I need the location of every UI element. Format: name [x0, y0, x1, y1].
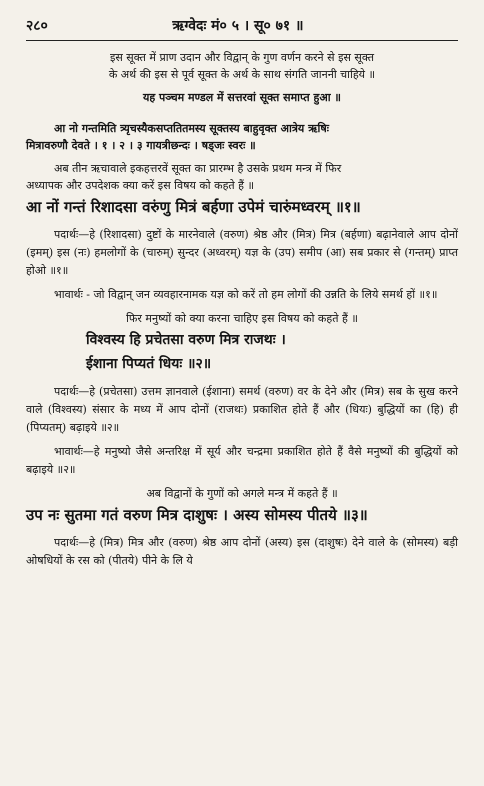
page-header — [26, 14, 458, 36]
header-rule — [26, 40, 458, 41]
mantra-1: आ नों गन्तं रिशादसा वरुंणु मित्रं बर्हणा उपेमं चारुंमध्वरम् ॥१॥ — [26, 198, 361, 216]
mantra-2-intro: फिर मनुष्यों को क्या करना चाहिए इस विषय को कहते हैं ॥ — [126, 312, 358, 325]
page-number: २८० — [26, 17, 48, 34]
page-title: ऋग्वेदः मं० ५ । सू० ७१ ॥ — [172, 17, 304, 34]
mantra-1-padartha: पदार्थः—हे (रिशादसा) दुष्टों के मारनेवाले (वरुण) श्रेष्ठ और (मित्र) मित्र (बर्हणा) बढ़ानेवाले आप दोनों (इमम्) इस (नः) हमलोगों के (चारुम्) सुन्दर (अध्वरम्) यज्ञ के (उप) समीप (आ) सब प्रकार से (गन्तम्) प्राप्त होओ ॥१॥ — [26, 228, 458, 277]
intro-line-1: इस सूक्त में प्राण उदान और विद्वान् के गुण वर्णन करने से इस सूक्त — [109, 51, 375, 64]
mantra-3: उप नः सुतमा गतं वरुण मित्र दाशुषः । अस्य सोमस्य पीतये ॥३॥ — [26, 506, 368, 524]
mantra-1-bhavartha: भावार्थः - जो विद्वान् जन व्यवहारनामक यज्ञ को करें तो हम लोगों की उन्नति के लिये समर्थ हों ॥१॥ — [54, 288, 438, 301]
mantra-3-intro: अब विद्वानों के गुणों को अगले मन्त्र में कहते हैं ॥ — [146, 487, 338, 500]
mantra-2-bhavartha: भावार्थः—हे मनुष्यो जैसे अन्तरिक्ष में सूर्य और चन्द्रमा प्रकाशित होते हैं वैसे मनुष्यों की बुद्धियों को बढ़ाइये ॥२॥ — [26, 445, 458, 476]
mantra-2-padartha: पदार्थः—हे (प्रचेतसा) उत्तम ज्ञानवाले (ईशाना) समर्थ (वरुण) वर के देने और (मित्र) सब के सुख करने वाले (विश्वस्य) संसार के मध्य में आप दोनों (राजथः) प्रकाशित होते हैं और (धियः) बुद्धियों का (हि) ही (पिप्यतम्) बढ़ाइये ॥२॥ — [26, 385, 458, 434]
sukta-rishi-line: आ नो गन्तमिति त्र्यृचस्यैकसप्ततितमस्य सूक्तस्य बाहुवृक्त आत्रेय ऋषिः — [54, 122, 329, 135]
mantra-2-line-1: विश्वस्य हि प्रचेतसा वरुण मित्र राजथः । — [86, 332, 286, 348]
mantra-2-line-2: ईशाना पिप्यतं धियः ॥२॥ — [86, 356, 212, 372]
mantra-3-padartha: पदार्थः—हे (मित्र) मित्र और (वरुण) श्रेष्ठ आप दोनों (अस्य) इस (दाशुषः) देने वाले के (सोमस्य) बड़ी ओषधियों के रस को (पीतये) पीने के लि ये — [26, 536, 458, 567]
sukta-devata-line: मित्रावरुणौ देवते । १ । २ । ३ गायत्रीछन्दः । षड्जः स्वरः ॥ — [26, 139, 256, 152]
sukta-intro-line-3: अब तीन ऋचावाले इकहत्तरवें सूक्त का प्रारम्भ है उसके प्रथम मन्त्र में फिर — [54, 162, 342, 175]
sukta-intro-line-4: अध्यापक और उपदेशक क्या करें इस विषय को कहते हैं ॥ — [26, 179, 255, 192]
sukta-end-note: यह पञ्चम मण्डल में सत्तरवां सूक्त समाप्त हुआ ॥ — [142, 91, 342, 104]
intro-line-2: के अर्थ की इस से पूर्व सूक्त के अर्थ के साथ संगति जाननी चाहिये ॥ — [108, 68, 376, 81]
